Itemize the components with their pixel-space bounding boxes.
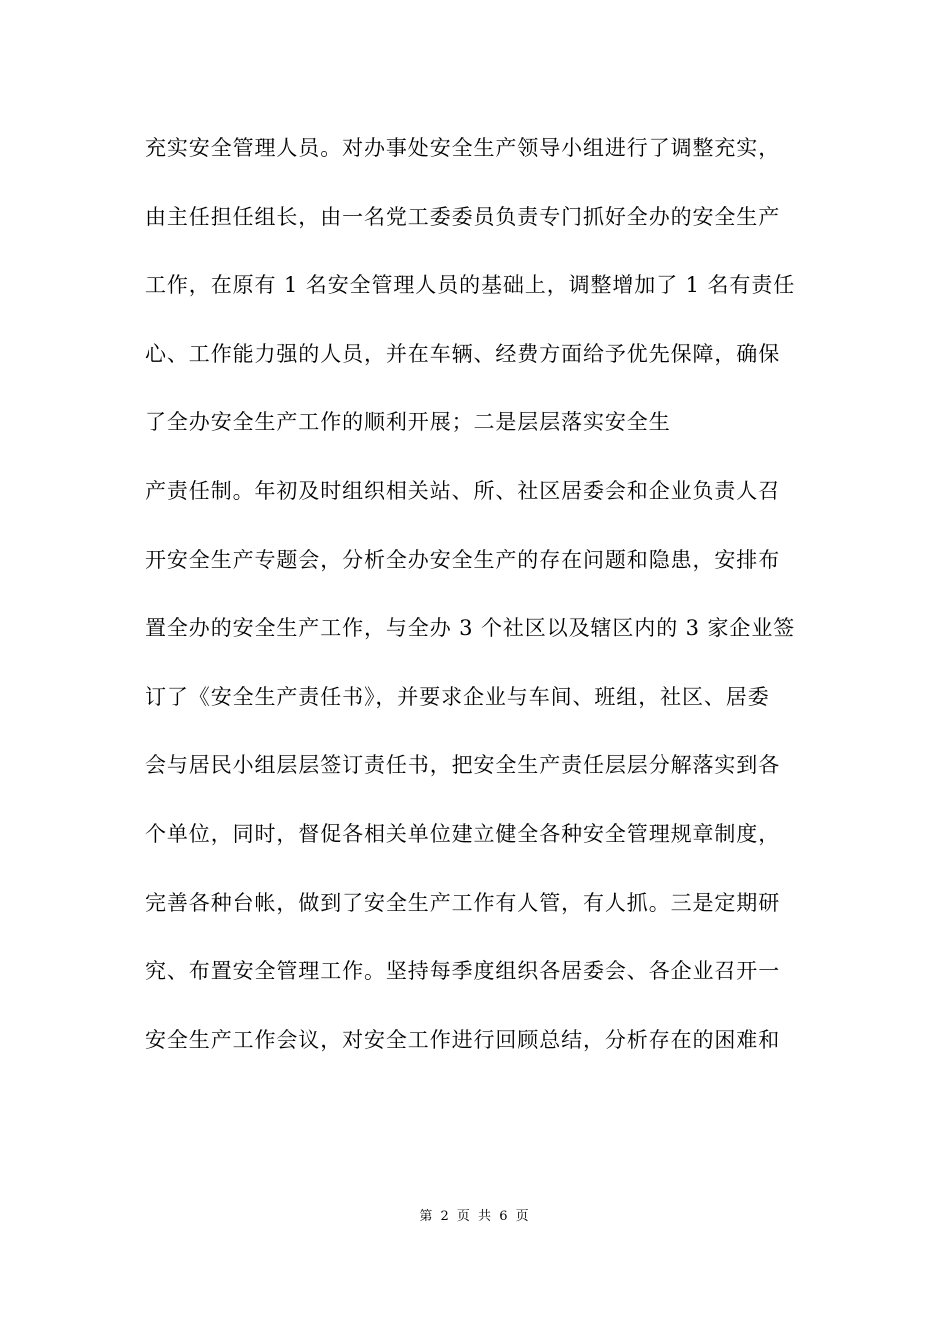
text-line-1: 充实安全管理人员。对办事处安全生产领导小组进行了调整充实， xyxy=(145,136,781,160)
text-line-2: 由主任担任组长，由一名党工委委员负责专门抓好全办的安全生产 xyxy=(145,204,781,229)
text-line-14: 安全生产工作会议，对安全工作进行回顾总结，分析存在的困难和 xyxy=(145,1027,781,1052)
text-line-7: 开安全生产专题会，分析全办安全生产的存在问题和隐患，安排布 xyxy=(145,547,781,572)
text-line-3: 工作，在原有 1 名安全管理人员的基础上，调整增加了 1 名有责任 xyxy=(145,273,796,298)
text-line-6: 产责任制。年初及时组织相关站、所、社区居委会和企业负责人召 xyxy=(145,478,781,503)
text-line-12: 完善各种台帐，做到了安全生产工作有人管，有人抓。三是定期研 xyxy=(145,890,781,915)
text-line-11: 个单位，同时，督促各相关单位建立健全各种安全管理规章制度， xyxy=(145,821,781,846)
body-text xyxy=(145,126,825,1086)
text-line-10: 会与居民小组层层签订责任书，把安全生产责任层层分解落实到各 xyxy=(145,753,781,778)
text-line-13: 究、布置安全管理工作。坚持每季度组织各居委会、各企业召开一 xyxy=(145,959,781,984)
text-line-5: 了全办安全生产工作的顺利开展；二是层层落实安全生 xyxy=(145,410,671,435)
text-line-9: 订了《安全生产责任书》，并要求企业与车间、班组，社区、居委 xyxy=(145,684,770,709)
text-line-4: 心、工作能力强的人员，并在车辆、经费方面给予优先保障，确保 xyxy=(145,341,781,366)
page-footer xyxy=(0,1207,950,1227)
page-number: 第 2 页 共 6 页 xyxy=(419,1209,531,1224)
text-line-8: 置全办的安全生产工作，与全办 3 个社区以及辖区内的 3 家企业签 xyxy=(145,616,796,641)
